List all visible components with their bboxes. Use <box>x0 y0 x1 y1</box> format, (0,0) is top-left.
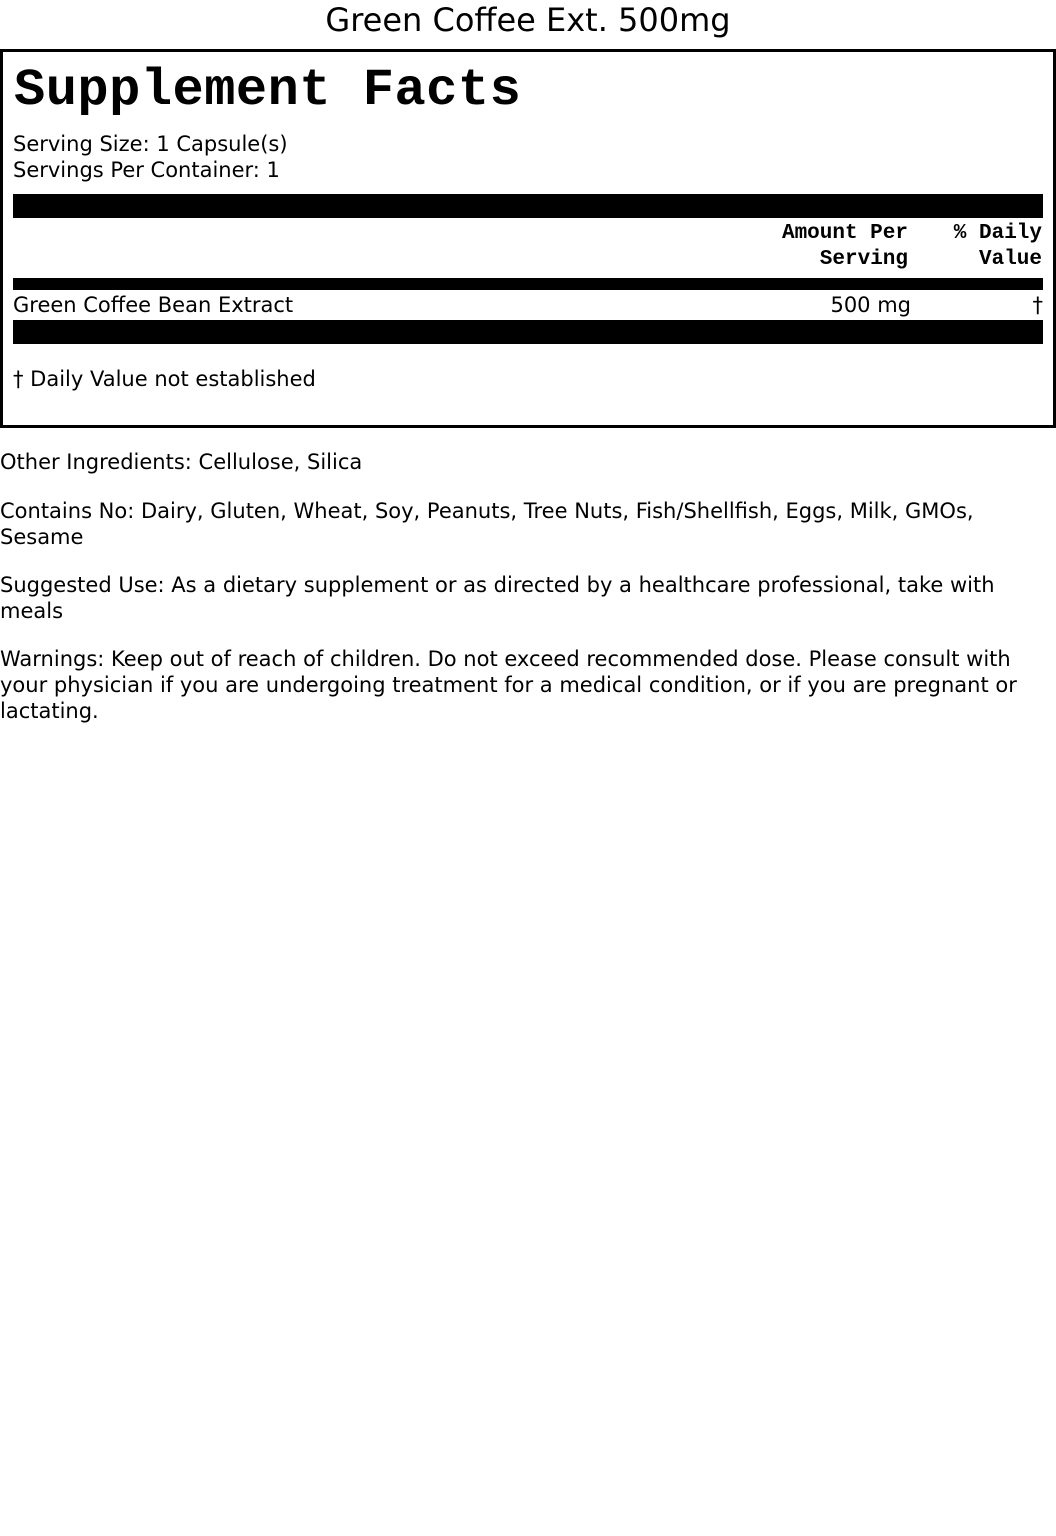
product-title: Green Coffee Ext. 500mg <box>325 1 731 39</box>
ingredient-daily-value: † <box>1032 293 1043 317</box>
other-ingredients: Other Ingredients: Cellulose, Silica <box>0 450 363 474</box>
ingredient-row <box>13 291 1043 319</box>
column-header-amount-per-serving <box>782 221 908 273</box>
suggested-use: Suggested Use: As a dietary supplement or as directed by a healthcare professional, take with meals <box>0 573 995 623</box>
column-header-dv-line1: % Daily <box>953 222 1042 245</box>
divider-bar-top <box>13 194 1043 218</box>
column-header-amount-line2: Serving <box>819 248 908 271</box>
column-header-daily-value <box>954 221 1042 273</box>
supplement-facts-heading: Supplement Facts <box>14 61 522 120</box>
contains-no: Contains No: Dairy, Gluten, Wheat, Soy, Peanuts, Tree Nuts, Fish/Shellfish, Eggs, Milk, GMOs, Sesame <box>0 499 974 549</box>
divider-bar-middle <box>13 278 1043 290</box>
ingredient-name: Green Coffee Bean Extract <box>13 293 294 317</box>
column-header-amount-line1: Amount Per <box>781 222 908 245</box>
divider-bar-bottom <box>13 320 1043 344</box>
warnings: Warnings: Keep out of reach of children. Do not exceed recommended dose. Please consult with your physician if you are undergoing treatment for a medical condition, or if you are pregnant or lactating. <box>0 647 1017 723</box>
serving-size: Serving Size: 1 Capsule(s) <box>13 132 288 156</box>
daily-value-footnote: † Daily Value not established <box>13 367 316 391</box>
supplement-facts-panel <box>0 49 1056 428</box>
column-header-dv-line2: Value <box>978 248 1042 271</box>
servings-per-container: Servings Per Container: 1 <box>13 158 280 182</box>
ingredient-amount: 500 mg <box>830 293 911 317</box>
